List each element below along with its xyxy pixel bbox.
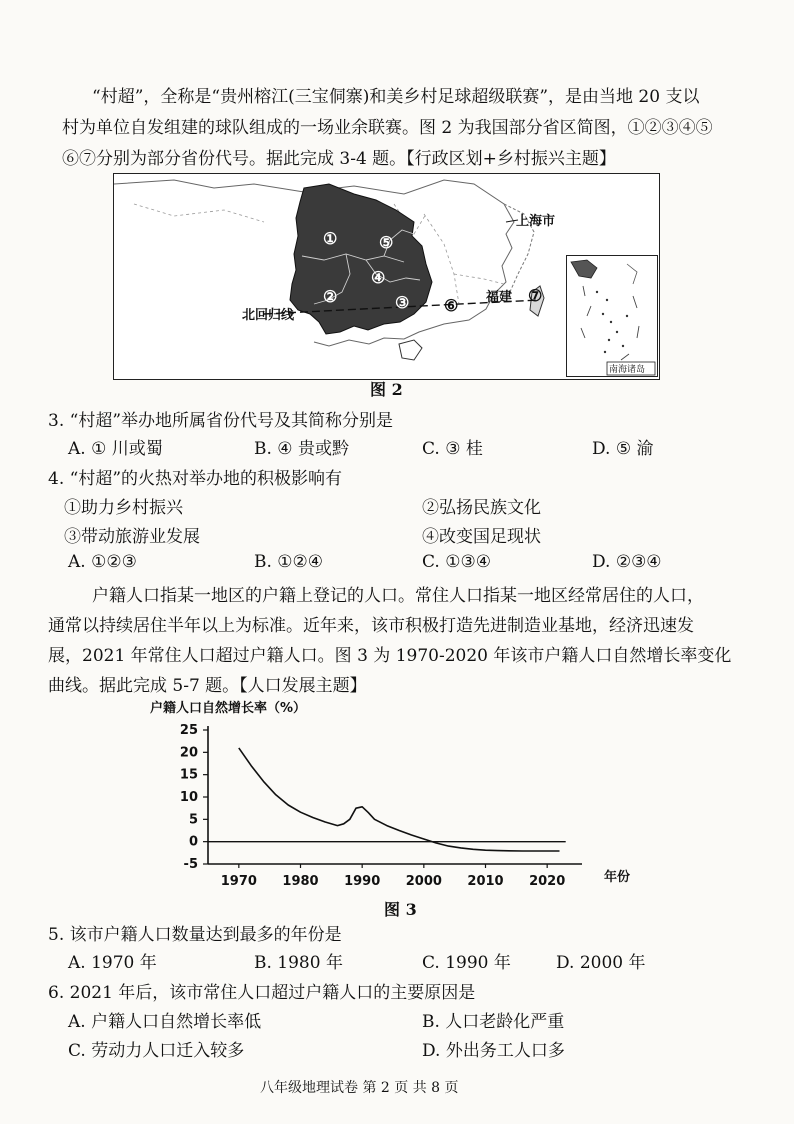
x-tick-label: 2020 <box>529 874 566 889</box>
x-tick-label: 1970 <box>220 874 257 889</box>
growth-rate-chart <box>160 718 640 898</box>
q6-stem: 6. 2021 年后，该市常住人口超过户籍人口的主要原因是 <box>48 983 476 1003</box>
marker-3: ③ <box>395 293 410 312</box>
x-axis-label: 年份 <box>604 870 631 885</box>
q5-option-b: B. 1980 年 <box>254 953 343 973</box>
q3-option-c: C. ③ 桂 <box>422 439 483 459</box>
q4-option-b: B. ①②④ <box>254 552 324 572</box>
chart-title: 户籍人口自然增长率（%） <box>150 701 307 716</box>
marker-1: ① <box>323 229 338 248</box>
passage2-line-4: 曲线。据此完成 5-7 题。【人口发展主题】 <box>48 676 367 696</box>
passage2-line-3: 展，2021 年常住人口超过户籍人口。图 3 为 1970-2020 年该市户籍人口自然增长率变化 <box>48 646 732 666</box>
x-tick-label: 1980 <box>282 874 319 889</box>
figure-3-caption: 图 3 <box>384 900 417 919</box>
label-fujian: 福建 <box>486 290 513 305</box>
q4-item-2: ②弘扬民族文化 <box>422 498 541 518</box>
x-tick-label: 1990 <box>344 874 381 889</box>
marker-7: ⑦ <box>528 286 543 305</box>
q4-option-d: D. ②③④ <box>592 552 662 572</box>
south-china-sea-inset <box>566 255 658 377</box>
q4-option-c: C. ①③④ <box>422 552 491 572</box>
marker-6: ⑥ <box>444 296 459 315</box>
marker-2: ② <box>323 287 338 306</box>
q3-option-d: D. ⑤ 渝 <box>592 439 654 459</box>
q4-item-1: ①助力乡村振兴 <box>64 498 183 518</box>
q6-option-b: B. 人口老龄化严重 <box>422 1012 565 1032</box>
y-tick-label: 20 <box>179 745 198 761</box>
marker-4: ④ <box>371 268 386 287</box>
figure-2-caption: 图 2 <box>370 380 403 399</box>
intro-line-2: 村为单位自发组建的球队组成的一场业余联赛。图 2 为我国部分省区简图，①②③④⑤ <box>62 118 713 138</box>
marker-5: ⑤ <box>379 233 394 252</box>
y-tick-label: -5 <box>183 857 198 872</box>
q4-stem: 4. “村超”的火热对举办地的积极影响有 <box>48 469 343 489</box>
intro-line-3: ⑥⑦分别为部分省份代号。据此完成 3-4 题。【行政区划+乡村振兴主题】 <box>62 149 616 169</box>
page-footer: 八年级地理试卷 第 2 页 共 8 页 <box>260 1080 459 1096</box>
q3-option-b: B. ④ 贵或黔 <box>254 439 349 459</box>
x-tick-label: 2010 <box>467 874 504 889</box>
q4-item-4: ④改变国足现状 <box>422 527 541 547</box>
y-tick-label: 10 <box>179 790 198 805</box>
q3-option-a: A. ① 川或蜀 <box>68 439 163 459</box>
y-tick-label: 5 <box>188 812 198 828</box>
q6-option-c: C. 劳动力人口迁入较多 <box>68 1041 245 1061</box>
q5-option-c: C. 1990 年 <box>422 953 511 973</box>
intro-line-1: “村超”，全称是“贵州榕江(三宝侗寨)和美乡村足球超级联赛”，是由当地 20 支以 <box>92 87 700 107</box>
q4-option-a: A. ①②③ <box>68 552 137 572</box>
y-tick-label: 15 <box>179 767 198 783</box>
passage2-line-1: 户籍人口指某一地区的户籍上登记的人口。常住人口指某一地区经常居住的人口， <box>92 586 704 606</box>
x-tick-label: 2000 <box>405 874 442 889</box>
q6-option-d: D. 外出务工人口多 <box>422 1041 565 1061</box>
label-nanhai: 南海诸岛 <box>609 365 646 375</box>
q5-option-a: A. 1970 年 <box>68 953 157 973</box>
q3-stem: 3. “村超”举办地所属省份代号及其简称分别是 <box>48 411 394 431</box>
passage2-line-2: 通常以持续居住半年以上为标准。近年来，该市积极打造先进制造业基地，经济迅速发 <box>48 616 694 636</box>
inset-svg <box>567 256 657 376</box>
y-tick-label: 0 <box>188 834 198 850</box>
label-tropic-of-cancer: 北回归线 <box>242 308 295 323</box>
label-shanghai: 上海市 <box>516 214 556 229</box>
q6-option-a: A. 户籍人口自然增长率低 <box>68 1012 262 1032</box>
q5-stem: 5. 该市户籍人口数量达到最多的年份是 <box>48 925 342 945</box>
q5-option-d: D. 2000 年 <box>556 953 646 973</box>
q4-item-3: ③带动旅游业发展 <box>64 527 200 547</box>
y-tick-label: 25 <box>179 723 198 738</box>
growth-rate-line <box>239 748 560 851</box>
